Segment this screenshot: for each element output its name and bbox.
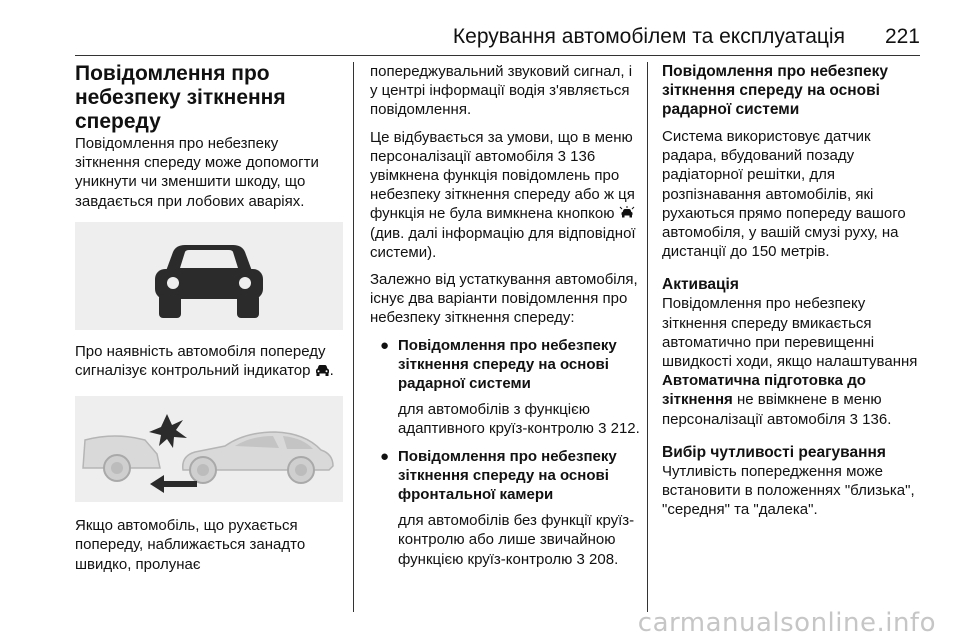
list-item	[370, 336, 640, 439]
list-item-title: Повідомлення про небезпеку зіткнення спереду на основі радарної системи	[398, 336, 617, 393]
indicator-paragraph: Про наявність автомобіля попереду сигналізує контрольний індикатор .	[75, 342, 334, 380]
activation-paragraph: Повідомлення про небезпеку зіткнення спереду вмикається автоматично при перевищенні швидкості ходи, якщо налаштування Автоматична підготовка до зіткнення не ввімкнене в меню персоналізації автомобіля 3 136.	[662, 295, 918, 428]
section-heading: Повідомлення про небезпеку зіткнення спереду	[75, 62, 286, 133]
bottom-paragraph: Якщо автомобіль, що рухається попереду, наближається занадто швидко, пролунає	[75, 517, 306, 573]
sensitivity-paragraph: Чутливість попередження може встановити в положеннях "близька", "середня" та "далека".	[662, 462, 915, 519]
variants-paragraph: Залежно від устаткування автомобіля, існує два варіанти повідомлення про небезпеку зіткнення спереду:	[370, 271, 638, 327]
chapter-title: Керування автомобілем та експлуатація	[452, 25, 845, 48]
sensitivity-heading: Вибір чутливості реагування	[662, 443, 886, 461]
watermark: carmanualsonline.info	[637, 608, 936, 638]
setting-name: Автоматична підготовка до зіткнення	[662, 372, 866, 409]
list-item-title: Повідомлення про небезпеку зіткнення спереду на основі фронтальної камери	[398, 447, 617, 504]
bullet-marker: ●	[380, 447, 390, 465]
radar-paragraph: Система використовує датчик радара, вбудований позаду радіаторної решітки, для розпізнавання автомобілів, які рухаються прямо попереду вашого автомобіля, у вашій смузі руху, на дистанції до 150 метрів.	[662, 128, 906, 261]
page-number: 221	[884, 25, 920, 48]
page-reference: 3 212.	[598, 420, 640, 438]
list-item-body: для автомобілів без функції круїз-контролю або лише звичайною функцією круїз-контролю 3 208.	[398, 512, 635, 568]
page-reference: 3 136.	[849, 410, 892, 428]
page-reference: 3 136	[557, 147, 596, 165]
header-divider	[75, 55, 920, 56]
collision-illustration	[75, 396, 343, 502]
activation-heading: Активація	[662, 276, 739, 294]
bullet-marker: ●	[380, 336, 390, 354]
vehicle-ahead-indicator-icon	[315, 364, 330, 377]
personalisation-paragraph: Це відбувається за умови, що в меню персоналізації автомобіля 3 136 увімкнена функція повідомлень про небезпеку зіткнення спереду або ж ця функція не була вимкнена кнопкою (див. далі інформацію для відповідної системи).	[370, 128, 636, 261]
column-2	[370, 62, 640, 569]
list-item-body: для автомобілів з функцією адаптивного круїз-контролю 3 212.	[398, 401, 640, 438]
car-front-icon	[75, 222, 343, 330]
intro-paragraph: Повідомлення про небезпеку зіткнення спереду може допомогти уникнути чи зменшити шкоду, що завдається при лобових аваріях.	[75, 135, 319, 210]
column-1	[75, 62, 343, 574]
collision-alert-button-icon	[619, 206, 635, 220]
column-3	[662, 62, 927, 519]
car-front-illustration	[75, 222, 343, 330]
page-reference: 3 208.	[576, 550, 619, 568]
column-divider-2	[647, 62, 648, 612]
column-divider-1	[353, 62, 354, 612]
page-header	[75, 22, 920, 52]
two-cars-collision-icon	[75, 396, 343, 502]
subsection-heading: Повідомлення про небезпеку зіткнення спереду на основі радарної системи	[662, 63, 888, 118]
list-item	[370, 447, 640, 569]
paragraph-continued: попереджувальний звуковий сигнал, і у центрі інформації водія з'являється повідомлення.	[370, 63, 633, 119]
